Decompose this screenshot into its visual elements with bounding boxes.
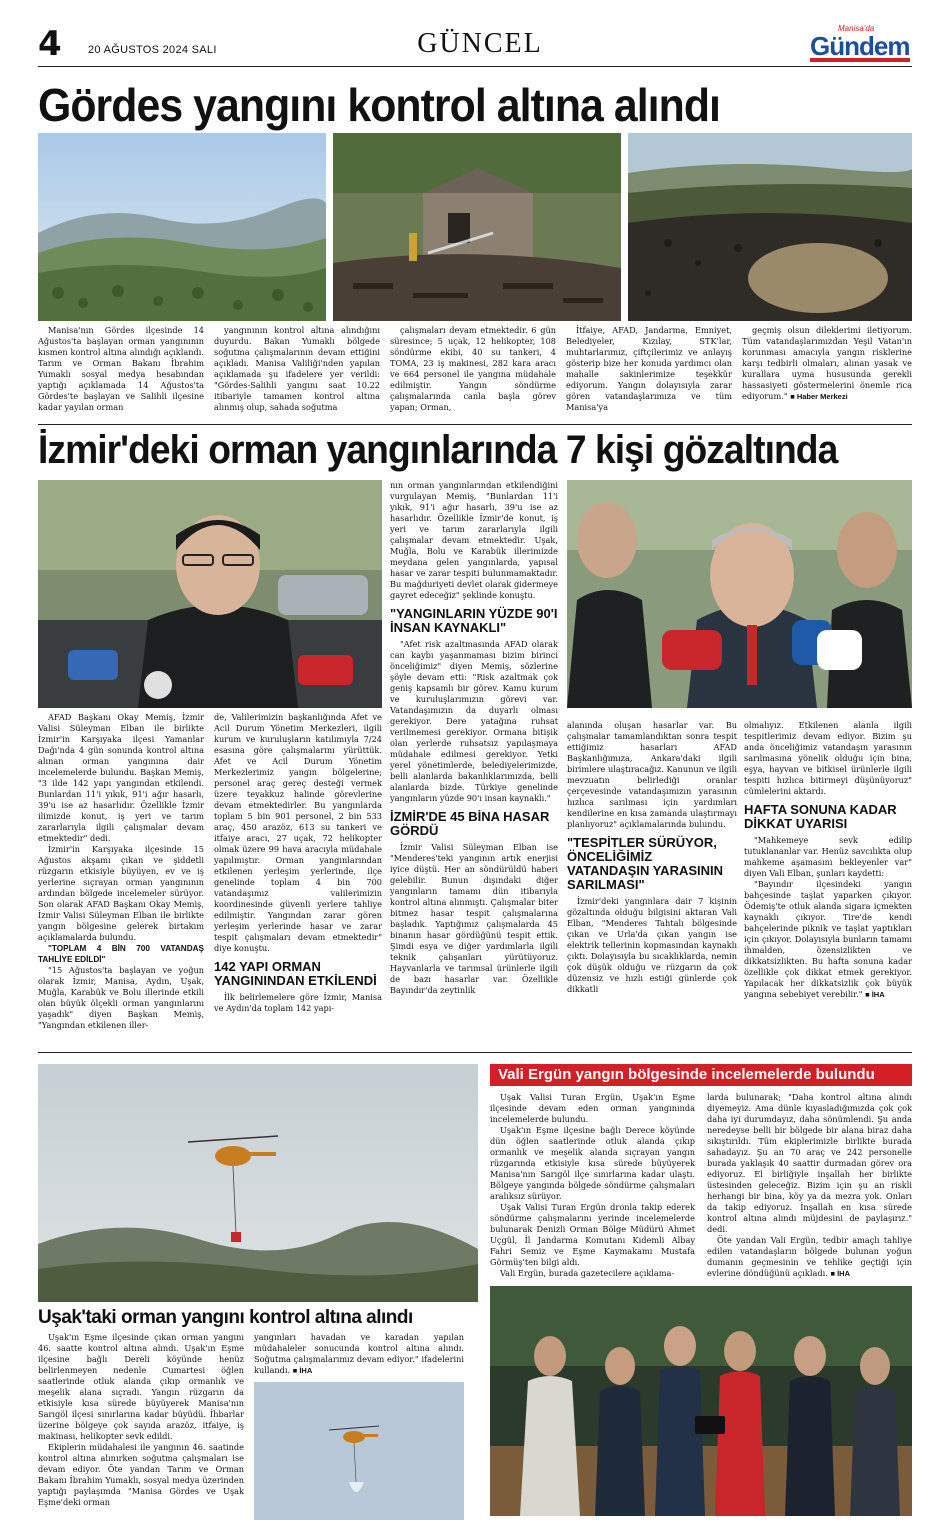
usak-signature: İHA xyxy=(299,1366,313,1375)
usak-col-1: Uşak'ın Eşme ilçesinde çıkan orman yangını 46. saatte kontrol altına alındı. Uşak'ın Eşme ilçesine bağlı Dereli köyünde henüz belirlenmeyen nedenle Cumartesi öğlen saatlerinde otluk alanda çıkıp ormanlık ve meşelik alana sıçradı. Yangın rüzgarın da etkisiyle kısa sürede büyüyerek Manisa'nın Sarıgöl ilçesi sınırlarına kadar büyüdü. İhbarlar üzerine bölgeye çok sayıda arazöz, itfaiye, iş makinası, helikopter sevk edildi. Ekiplerin müdahalesi ile yangının 46. saatinde kontrol altına alınırken soğutma çalışmaları ise devam ediyor. Öte yandan Tarım ve Orman Bakanı İbrahim Yumaklı, sosyal medya üzerinden yaptığı paylaşımda "Manisa Gördes ve Uşak Eşme'deki orman xyxy=(38,1332,244,1507)
gordes-signature: Haber Merkezi xyxy=(796,392,848,401)
izmir-col-3: nın orman yangınlarından etkilendiğini vurgulayan Memiş, "Bunlardan 11'i yıkık, 91'i ağır hasarlı, 39'u ise az hasarlıdır. Özellikle İzmir'de konut, iş yeri ve tarım zararlarıyla ilgili çalışmalar devam etmektedir. Uşak, Muğla, Bolu ve Karabük illerimizde meydana gelen yangınlarda, yapısal hasar ve zarar tespiti bulunmamaktadır. Bu mağduriyeti devlet olarak gidermeye gayret edeceğiz" şeklinde konuştu. "YANGINLARIN YÜZDE 90'I İNSAN KAYNAKLI" "Afet risk azaltmasında AFAD olarak can kaybı yaşanmaması bizim birinci önceliğimiz" diyen Memiş, sözlerine şöyle devam etti: "Risk azaltmak çok geniş kapsamlı bir görev. Kamu kurum ve kuruluşlarımızın görevi var. Vatandaşımızın da duyarlı olması gerekiyor. Dere yatağına ruhsat verilmemesi gerekiyor. Ormana bitişik olan yerlerde ruhsatsız yapılaşmaya müdahale edilmesi gerekiyor. Yetki yerel yönetimlerde, belediyelerimizde, belli alanlarda bakanlıklarımızda, belli alanlarda bizde. Türkiye genelinde yangınların yüzde 90'ı insan kaynaklı." İZMİR'DE 45 BİNA HASAR GÖRDÜ İzmir Valisi Süleyman Elban ise "Menderes'teki yangının artık enerjisi iyice düştü. Her an söndürüldü haberi gelebilir. Bunun dışındaki diğer yangınların tamamı dün itibarıyla kontrol altına alınmıştı. Çalışmalar biter bitmez hasar tespit çalışmalarına başladık. Yaptığımız çalışmalarda 45 binanın hasar gördüğünü tespit ettik. Şimdi esya ve diğer yardımlarla ilgili teknik çalışanları yürütüyoruz. Hayvanlarla ve tarımsal ürünlerle ilgili de bazı hasarlar var. Özellikle Bayındır'da zeytinlik xyxy=(390,480,558,995)
ergun-signature: İHA xyxy=(837,1269,850,1278)
divider-2 xyxy=(38,1052,912,1053)
logo-tagline: Manisa'da xyxy=(838,24,875,33)
gordes-col-1: Manisa'nın Gördes ilçesinde 14 Ağustos'ta başlayan orman yangınının kısmen kontrol altına alındığı açıklandı. Tarım ve Orman Bakanı İbrahim Yumaklı sosyal medya hesabından yaptığı açıklamada 14 Ağustos'ta Gördes'te başlayan ve Salihli ilçesine kadar yayılan orman xyxy=(38,325,204,412)
photo-afad-president xyxy=(38,480,382,708)
headline-usak: Uşak'taki orman yangını kontrol altına alındı xyxy=(38,1307,413,1328)
logo-mark xyxy=(808,22,912,64)
izmir-col-4: alanında oluşan hasarlar var. Bu çalışmalar tamamlandıktan sonra tespit ettiğimiz hasarları AFAD Başkanlığımıza, Ankara'daki ilgili birimlere ulaştıracağız. Kanunun ve ilgili mevzuatın belirlediği oranlar çerçevesinde vatandaşımızın yarasının hızlıca sarılması için yardımları kendilerine en kısa zamanda ulaştırmayı planlıyoruz" açıklamalarında bulundu. "TESPİTLER SÜRÜYOR, ÖNCELİĞİMİZ VATANDAŞIN YARASININ SARILMASI" İzmir'deki yangınlara dair 7 kişinin gözaltında olduğu bilgisini aktaran Vali Elban, "Menderes Tahtalı bölgesinde çıkan ve Urla'da çıkan yangın ise elektrik tellerinin kopmasından kaynaklı çıktı. Dolayısıyla bu sıcaklıklarda, nemin çok düşük olduğu ve rüzgarın da çok düzensiz ve hızlı estiği günlerde çok dikkatli xyxy=(567,720,737,994)
usak-col-2: yangınları havadan ve karadan yapılan müdahaleler sonucunda kontrol altına alındı. Soğutma çalışmalarımız devam ediyor." ifadelerini kullandı. ■ İHA xyxy=(254,1332,464,1375)
newspaper-logo xyxy=(808,22,912,64)
photo-helicopter xyxy=(38,1064,478,1302)
izmir-col-1: AFAD Başkanı Okay Memiş, İzmir Valisi Süleyman Elban ile birlikte İzmir'in Karşıyaka ilçesi Yamanlar Dağı'nda 4 gün sonunda kontrol altına alınan orman yangınına dair incelemelerde bulundu. Başkan Memiş, "3 ilde 142 yapı yangından etkilendi. Bunlardan 11'i yıkık, 91'i ağır hasarlı, 39'u ise az hasarlıdır. Özellikle İzmir ilimizde konut, iş yeri ve tarım zararlarıyla ilgili çalışmalar devam etmektedir" dedi. İzmir'in Karşıyaka ilçesinde 15 Ağustos akşamı çıkan ve şiddetli rüzgarın etkisiyle büyüyen, ev ve iş yerlerine sıçrayan orman yangınının ardından bölgede incelemeler sürüyor. Son olarak AFAD Başkanı Okay Memiş, İzmir Valisi Süleyman Elban ile birlikte yangın bölgesine gelerek birtakım açıklamalarda bulundu. "TOPLAM 4 BİN 700 VATANDAŞ TAHLİYE EDİLDİ" "15 Ağustos'ta başlayan ve yoğun olarak İzmir, Manisa, Aydın, Uşak, Muğla, Karabük ve Bolu illerinde etkili olan büyük ölçekli orman yangınlarını yaşadık" diyen Başkan Memiş, "Yangından etkilenen iller- xyxy=(38,712,204,1030)
gordes-col-2: yangınının kontrol altına alındığını duyurdu. Bakan Yumaklı bölgede soğutma çalışmalarının devam ettiğini açıkladı. Manisa Valiliği'nden yapılan açıklamada şu ifadelere yer verildi: "Gördes-Salihli yangını saat 10.22 itibariyle tamamen kontrol altına alınmış olup, sahada soğutma xyxy=(214,325,380,412)
ergun-col-1: Uşak Valisi Turan Ergün, Uşak'ın Eşme ilçesinde devam eden orman yangınında incelemelerde bulundu. Uşak'ın Eşme ilçesine bağlı Derece köyünde dün öğlen saatlerinde otluk alanda çıkıp ormanlık ve meşelik alanda sıçrayan yangın rüzgarında etkisiyle kısa sürede büyüyerek Manisa'nın Sarıgöl ilçe sınırlarına kadar ulaştı. Bölgeye yangında bölgede söndürme çalışmaları aralıksız sürüyor. Uşak Valisi Turan Ergün dronla takip ederek söndürme çalışmalarını yerinde incelemelerde bulunarak Denizli Orman Bölge Müdürü Ahmet Uçgül, İl Jandarma Komutanı Kıdemli Albay Fahri Semiz ve Eşme Kaymakamı Mustafa Görmüş'ten bilgi aldı. Vali Ergün, burada gazetecilere açıklama- xyxy=(490,1092,695,1278)
page-number: 4 xyxy=(38,24,62,64)
headline-izmir: İzmir'deki orman yangınlarında 7 kişi gözaltında xyxy=(38,428,838,472)
gordes-col-5: geçmiş olsun dileklerimi iletiyorum. Tüm vatandaşlarımızdan Yeşil Vatan'ın korunması amacıyla yangın risklerine karşı tedbirli olmaları, alınan yasak ve kurallara uyma hususunda gerekli hassasiyeti göstermelerini önemle rica ediyorum." ■ Haber Merkezi xyxy=(742,325,912,401)
photo-burned-house xyxy=(333,133,621,321)
subhead-hafta-sonu: HAFTA SONUNA KADAR DİKKAT UYARISI xyxy=(744,802,897,831)
photo-usak-helicopter xyxy=(254,1382,464,1520)
subhead-45-bina: İZMİR'DE 45 BİNA HASAR GÖRDÜ xyxy=(390,809,550,838)
izmir-col-2: de, Valilerimizin başkanlığında Afet ve Acil Durum Yönetim Merkezleri, ilgili kurum ve kuruluşların katılımıyla 7/24 esasına göre çalışmalarını yürüttük. Afet ve Acil Durum Yönetim Merkezlerimiz yangın bölgelerine; personel araç gereç desteği vermek üzere teyakkuz halinde görevlerine devam etmektedirler. Bu yangınlarda toplam 5 bin 901 personel, 2 bin 533 araç, 450 arazöz, 613 su tankeri ve itfaiye aracı, 27 uçak, 72 helikopter olmak üzere 99 hava aracıyla müdahale yapılmıştır. Orman yangınlarından etkilenen yerleşim yerlerinde, ilçe genelinde toplam 4 bin 700 vatandaşımız valilerimizin koordinesinde güvenli yerlere tahliye edilmiştir. Yangından zarar gören yerleşim yerlerinde hasar ve zarar tespit çalışmaları devam etmektedir" diye konuştu. 142 YAPI ORMAN YANGININDAN ETKİLENDİ İlk belirlemelere göre İzmir, Manisa ve Aydın'da toplam 142 yapı- xyxy=(214,712,382,1013)
issue-date: 20 AĞUSTOS 2024 SALI xyxy=(88,44,217,56)
subhead-tahliye: "TOPLAM 4 BİN 700 VATANDAŞ TAHLİYE EDİLDİ" xyxy=(38,944,204,964)
logo-wordmark: Gündem xyxy=(810,31,910,61)
subhead-142-yapi: 142 YAPI ORMAN YANGININDAN ETKİLENDİ xyxy=(214,959,377,988)
izmir-col-5: olmalıyız. Etkilenen alanla ilgili tespitlerimiz devam ediyor. Bizim şu anda önceliğimiz vatandaşın yarasının sarılmasına yönelik olduğu için bina, eşya, hayvan ve bitkisel ürünlerle ilgili tespiti hızlıca bitirmeyi düşünüyoruz" cümlelerini aktardı. HAFTA SONUNA KADAR DİKKAT UYARISI "Mahkemeye sevk edilip tutuklananlar var. Henüz savcılıkta olup mahkeme aşamasını bekleyenler var" diyen Vali Elban, şunları kaydetti: "Bayındır ilçesindeki yangın bahçesinde taşlat yaparken çıkıyor. Ödemiş'te otluk alanda sigara içmekten kaynaklı çıkıyor. Tire'de kendi bahçelerinde piknik ve taşlat yaptıkları için çıkıyor. Dolayısıyla bunların tamamı ihmalden, özensizlikten ve dikkatsizlikten. Bu hafta sonuna kadar özellikle çok dikkat etmek gerekiyor. Yapılacak her dikkatsizlik çok büyük yangına sebebiyet verebilir." ■ İHA xyxy=(744,720,912,999)
subhead-tespitler: "TESPİTLER SÜRÜYOR, ÖNCELİĞİMİZ VATANDAŞIN YARASININ SARILMASI" xyxy=(567,835,724,892)
divider-1 xyxy=(38,424,912,425)
section-title: GÜNCEL xyxy=(417,28,543,59)
title-bar-vali-ergun: Vali Ergün yangın bölgesinde incelemelerde bulundu xyxy=(490,1064,912,1086)
subhead-yuzde-90: "YANGINLARIN YÜZDE 90'I İNSAN KAYNAKLI" xyxy=(390,606,558,635)
photo-vali-ergun-team xyxy=(490,1286,912,1516)
gordes-col-4: İtfaiye, AFAD, Jandarma, Emniyet, Belediyeler, Kızılay, STK'lar, muhtarlarımız, çiftçilerimiz ve anlayış gösterip bize her konuda yardımcı olan mahalle sakinlerimize teşekkür ediyorum. Yangın dolayısıyla zarar gören vatandaşlarımıza ve tüm Manisa'ya xyxy=(566,325,732,412)
photo-hills xyxy=(38,133,326,321)
ergun-col-2: larda bulunarak; "Daha kontrol altına alındı diyemeyiz. Ama dünle kıyasladığımızda çok çok daha iyi durumdayız, daha sönümlendi. Şu anda neredeyse belli bir bölgede bir alana biraz daha sıkıştırıldı. Tüm ekiplerimizle birlikte burada sahadayız. Şu an 70 araç ve 242 personelle burada yaklaşık 40 saattir durmadan görev ora ediyoruz. El birliğiyle inşallah her birlikte üstesinden geleceğiz. Bizim için şu an riskli herhangi bir bina, köy ya da mezra yok. Onları da takip ediyoruz. İnşallah en kısa sürede kontrol altına alındı müjdesini de paylaşırız." dedi. Öte yandan Vali Ergün, tedbir amaçlı tahliye edilen vatandaşların bölgede bulunan yoğun dumanın geçmesinin ve tehlike geçtiği için evlerine döndüğünü açıkladı. ■ İHA xyxy=(707,1092,912,1278)
photo-burned-slope xyxy=(628,133,912,321)
gordes-col-3: çalışmaları devam etmektedir. 6 gün süresince; 5 uçak, 12 helikopter, 108 söndürme ekibi, 40 su tankeri, 4 TOMA, 23 iş makinesi, 282 kara aracı ve 664 personel ile yangına müdahale edilmiştir. Yangın söndürme çalışmalarında canla başla görev yapan; Orman, xyxy=(390,325,556,412)
headline-gordes: Gördes yangını kontrol altına alındı xyxy=(38,79,721,131)
masthead-rule xyxy=(38,66,912,67)
photo-governor xyxy=(567,480,912,708)
izmir-signature: İHA xyxy=(871,990,885,999)
